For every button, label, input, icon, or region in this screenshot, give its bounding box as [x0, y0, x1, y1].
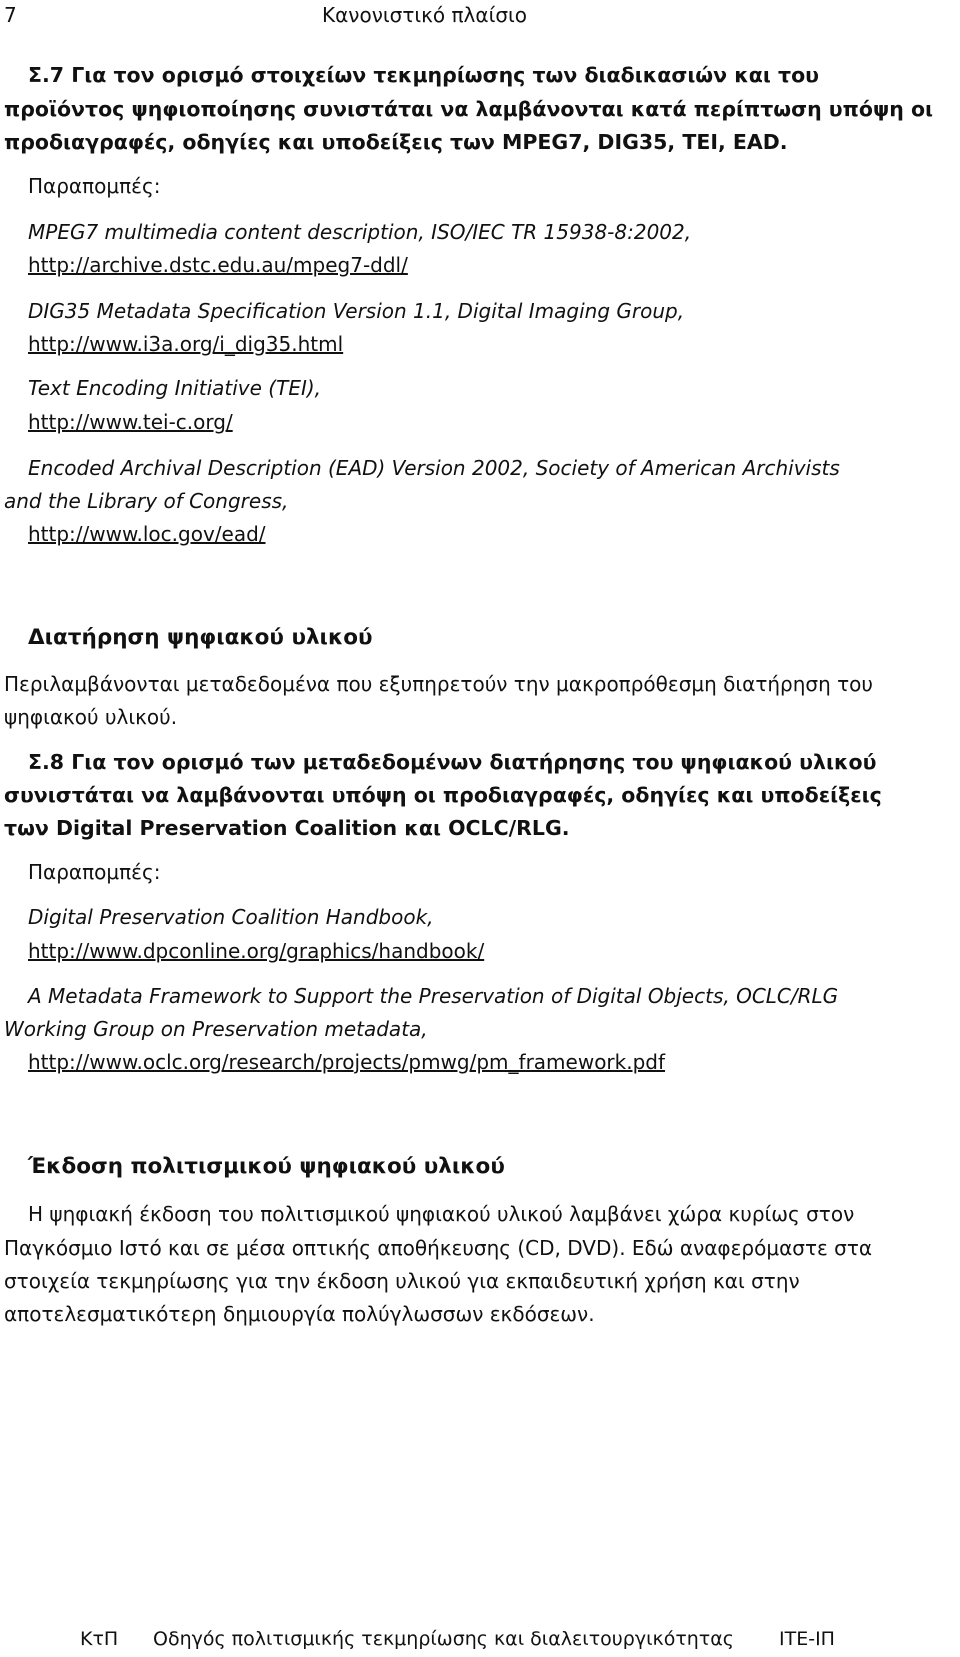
- s8-line-1: Σ.8 Για τον ορισμό των μεταδεδομένων διατήρησης του ψηφιακού υλικού: [28, 750, 877, 774]
- s7-line-2: προϊόντος ψηφιοποίησης συνιστάται να λαμβάνονται κατά περίπτωση υπόψη οι: [4, 97, 934, 121]
- ref-ead-text-cont: and the Library of Congress,: [4, 489, 289, 513]
- running-title: Κανονιστικό πλαίσιο: [322, 3, 528, 27]
- s8-line-2: συνιστάται να λαμβάνονται υπόψη οι προδιαγραφές, οδηγίες και υποδείξεις: [4, 783, 882, 807]
- footer-left: ΚτΠ: [80, 1628, 119, 1650]
- ref-mpeg7-link[interactable]: http://archive.dstc.edu.au/mpeg7-ddl/: [28, 253, 408, 277]
- ref-dig35-link[interactable]: http://www.i3a.org/i_dig35.html: [28, 332, 344, 356]
- footer-title: Οδηγός πολιτισμικής τεκμηρίωσης και διαλειτουργικότητας: [153, 1628, 734, 1650]
- preservation-para-line-1: Περιλαμβάνονται μεταδεδομένα που εξυπηρετούν την μακροπρόθεσμη διατήρηση του: [4, 672, 873, 696]
- publishing-para-line-1: Η ψηφιακή έκδοση του πολιτισμικού ψηφιακού υλικού λαμβάνει χώρα κυρίως στον: [28, 1202, 855, 1226]
- publishing-para-line-2: Παγκόσμιο Ιστό και σε μέσα οπτικής αποθήκευσης (CD, DVD). Εδώ αναφερόμαστε στα: [4, 1236, 873, 1260]
- footer-right: ΙΤΕ-ΙΠ: [779, 1628, 835, 1650]
- publishing-para-line-3: στοιχεία τεκμηρίωσης για την έκδοση υλικού για εκπαιδευτική χρήση και στην: [4, 1269, 800, 1293]
- preservation-heading: Διατήρηση ψηφιακού υλικού: [28, 625, 373, 650]
- ref-oclc-text-cont: Working Group on Preservation metadata,: [4, 1017, 428, 1041]
- ref-dpc-link[interactable]: http://www.dpconline.org/graphics/handbook/: [28, 939, 485, 963]
- ref-ead-link[interactable]: http://www.loc.gov/ead/: [28, 522, 266, 546]
- ref-dpc-text: Digital Preservation Coalition Handbook,: [28, 905, 434, 929]
- s8-line-3: των Digital Preservation Coalition και OCLC/RLG.: [4, 816, 570, 840]
- ref-oclc-text: A Metadata Framework to Support the Preservation of Digital Objects, OCLC/RLG: [28, 984, 839, 1008]
- ref-mpeg7-text: MPEG7 multimedia content description, ISO/IEC TR 15938-8:2002,: [28, 220, 692, 244]
- ref-tei-text: Text Encoding Initiative (TEI),: [28, 376, 322, 400]
- ref-tei-link[interactable]: http://www.tei-c.org/: [28, 410, 233, 434]
- s8-refs-label: Παραπομπές:: [28, 860, 161, 884]
- s7-refs-label: Παραπομπές:: [28, 174, 161, 198]
- ref-dig35-text: DIG35 Metadata Specification Version 1.1, Digital Imaging Group,: [28, 299, 685, 323]
- page-number: 7: [4, 3, 17, 27]
- ref-oclc-link[interactable]: http://www.oclc.org/research/projects/pmwg/pm_framework.pdf: [28, 1050, 666, 1074]
- s7-line-3: προδιαγραφές, οδηγίες και υποδείξεις των MPEG7, DIG35, TEI, EAD.: [4, 130, 788, 154]
- s7-line-1: Σ.7 Για τον ορισμό στοιχείων τεκμηρίωσης των διαδικασιών και του: [28, 63, 820, 87]
- publishing-heading: Έκδοση πολιτισμικού ψηφιακού υλικού: [28, 1154, 505, 1179]
- ref-ead-text: Encoded Archival Description (EAD) Version 2002, Society of American Archivists: [28, 456, 840, 480]
- preservation-para-line-2: ψηφιακού υλικού.: [4, 705, 178, 729]
- publishing-para-line-4: αποτελεσματικότερη δημιουργία πολύγλωσσων εκδόσεων.: [4, 1302, 595, 1326]
